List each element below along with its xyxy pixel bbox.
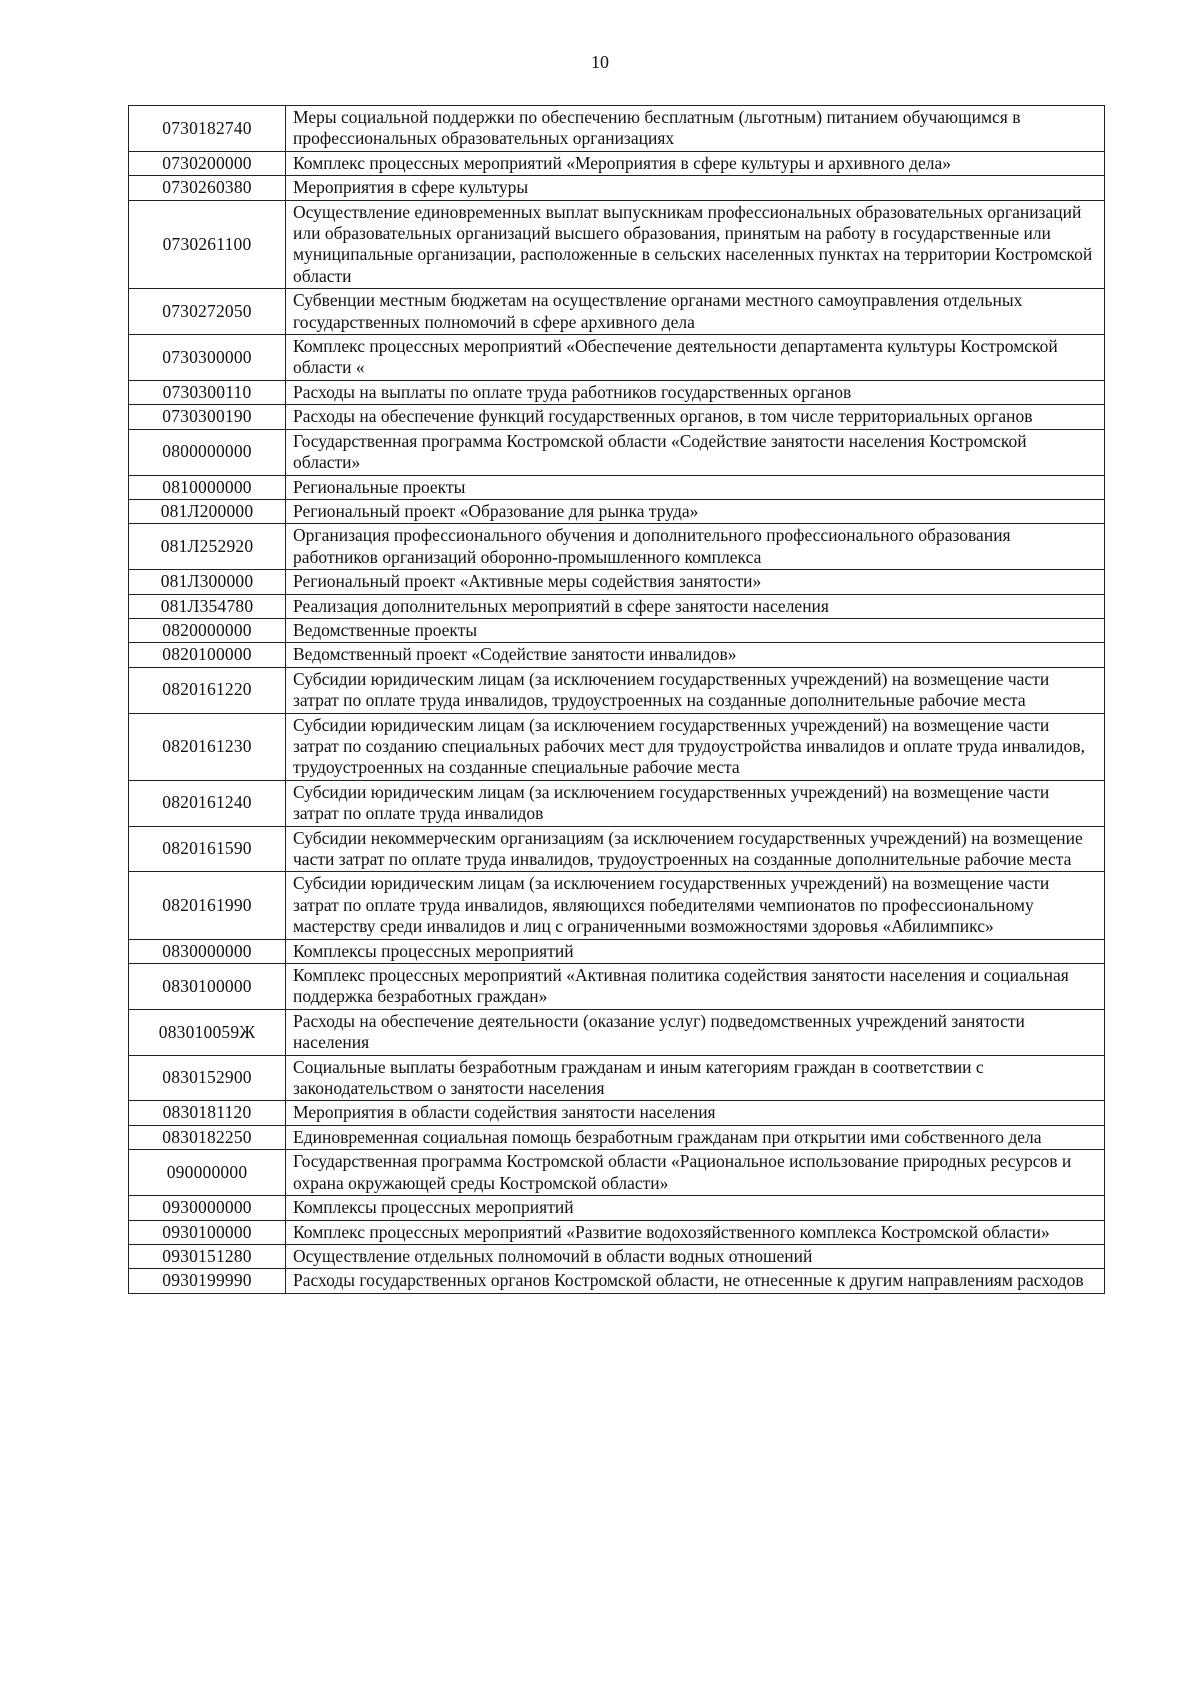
classification-code-cell: 0820100000	[129, 643, 286, 667]
expense-name-cell: Расходы государственных органов Костромской области, не отнесенные к другим направлениям расходов	[286, 1269, 1105, 1293]
classification-code-cell: 081Л200000	[129, 499, 286, 523]
expense-name-cell: Мероприятия в области содействия занятости населения	[286, 1101, 1105, 1125]
classification-code-cell: 0830000000	[129, 939, 286, 963]
table-row	[129, 106, 1105, 152]
classification-code-cell: 0730200000	[129, 151, 286, 175]
classification-code-cell: 081Л354780	[129, 594, 286, 618]
table-row	[129, 713, 1105, 780]
table-row	[129, 872, 1105, 939]
table-row	[129, 939, 1105, 963]
table-row	[129, 151, 1105, 175]
table-row	[129, 380, 1105, 404]
table-row	[129, 1269, 1105, 1293]
expense-name-cell: Социальные выплаты безработным гражданам и иным категориям граждан в соответствии с законодательством о занятости населения	[286, 1055, 1105, 1101]
expense-name-cell: Государственная программа Костромской области «Рациональное использование природных ресурсов и охрана окружающей среды Костромской области»	[286, 1150, 1105, 1196]
expense-name-cell: Комплекс процессных мероприятий «Развитие водохозяйственного комплекса Костромской области»	[286, 1220, 1105, 1244]
expense-name-cell: Организация профессионального обучения и дополнительного профессионального образования работников организаций оборонно-промышленного комплекса	[286, 524, 1105, 570]
expense-name-cell: Реализация дополнительных мероприятий в сфере занятости населения	[286, 594, 1105, 618]
expense-name-cell: Комплексы процессных мероприятий	[286, 939, 1105, 963]
expense-name-cell: Региональные проекты	[286, 475, 1105, 499]
expense-name-cell: Региональный проект «Образование для рынка труда»	[286, 499, 1105, 523]
table-row	[129, 570, 1105, 594]
expense-name-cell: Комплекс процессных мероприятий «Обеспечение деятельности департамента культуры Костромской области «	[286, 335, 1105, 381]
classification-code-cell: 0830182250	[129, 1125, 286, 1149]
classification-code-cell: 0730260380	[129, 176, 286, 200]
expense-name-cell: Расходы на обеспечение функций государственных органов, в том числе территориальных органов	[286, 405, 1105, 429]
table-row	[129, 1101, 1105, 1125]
classification-code-cell: 090000000	[129, 1150, 286, 1196]
classification-code-cell: 081Л252920	[129, 524, 286, 570]
classification-code-cell: 0730261100	[129, 200, 286, 289]
table-row	[129, 405, 1105, 429]
classification-code-cell: 0730300190	[129, 405, 286, 429]
classification-code-cell: 0820161590	[129, 826, 286, 872]
table-row	[129, 1220, 1105, 1244]
table-row	[129, 1244, 1105, 1268]
table-row	[129, 1009, 1105, 1055]
classification-code-cell: 0830152900	[129, 1055, 286, 1101]
table-row	[129, 1196, 1105, 1220]
table-row	[129, 475, 1105, 499]
expense-name-cell: Единовременная социальная помощь безработным гражданам при открытии ими собственного дела	[286, 1125, 1105, 1149]
table-row	[129, 1055, 1105, 1101]
expense-name-cell: Комплексы процессных мероприятий	[286, 1196, 1105, 1220]
classification-code-cell: 0820161240	[129, 780, 286, 826]
expense-name-cell: Субсидии юридическим лицам (за исключением государственных учреждений) на возмещение части затрат по оплате труда инвалидов, являющихся победителями чемпионатов по профессиональному мастерству среди инвалидов и лиц с ограниченными возможностями здоровья «Абилимпикс»	[286, 872, 1105, 939]
classification-code-cell: 081Л300000	[129, 570, 286, 594]
table-body	[129, 106, 1105, 1294]
expense-name-cell: Осуществление единовременных выплат выпускникам профессиональных образовательных организаций или образовательных организаций высшего образования, принятым на работу в государственные или муниципальные организации, расположенные в сельских населенных пунктах на территории Костромской области	[286, 200, 1105, 289]
table-row	[129, 200, 1105, 289]
expense-name-cell: Осуществление отдельных полномочий в области водных отношений	[286, 1244, 1105, 1268]
classification-code-cell: 0730272050	[129, 289, 286, 335]
classification-code-cell: 0820161990	[129, 872, 286, 939]
classification-code-cell: 0810000000	[129, 475, 286, 499]
expense-name-cell: Субсидии юридическим лицам (за исключением государственных учреждений) на возмещение части затрат по созданию специальных рабочих мест для трудоустройства инвалидов и оплате труда инвалидов, трудоустроенных на созданные специальные рабочие места	[286, 713, 1105, 780]
table-row	[129, 618, 1105, 642]
classification-code-cell: 0930100000	[129, 1220, 286, 1244]
expense-name-cell: Ведомственный проект «Содействие занятости инвалидов»	[286, 643, 1105, 667]
expense-name-cell: Меры социальной поддержки по обеспечению бесплатным (льготным) питанием обучающимся в профессиональных образовательных организациях	[286, 106, 1105, 152]
table-row	[129, 594, 1105, 618]
classification-code-cell: 0730300110	[129, 380, 286, 404]
expense-name-cell: Субсидии юридическим лицам (за исключением государственных учреждений) на возмещение части затрат по оплате труда инвалидов, трудоустроенных на созданные дополнительные рабочие места	[286, 667, 1105, 713]
classification-code-cell: 0820000000	[129, 618, 286, 642]
classification-code-cell: 0730182740	[129, 106, 286, 152]
expense-name-cell: Комплекс процессных мероприятий «Активная политика содействия занятости населения и социальная поддержка безработных граждан»	[286, 964, 1105, 1010]
table-row	[129, 499, 1105, 523]
classification-code-cell: 0820161230	[129, 713, 286, 780]
budget-codes-table	[128, 105, 1105, 1294]
table-row	[129, 780, 1105, 826]
classification-code-cell: 0800000000	[129, 429, 286, 475]
expense-name-cell: Субвенции местным бюджетам на осуществление органами местного самоуправления отдельных государственных полномочий в сфере архивного дела	[286, 289, 1105, 335]
table-row	[129, 429, 1105, 475]
classification-code-cell: 083010059Ж	[129, 1009, 286, 1055]
classification-code-cell: 0930000000	[129, 1196, 286, 1220]
table-row	[129, 826, 1105, 872]
table-row	[129, 524, 1105, 570]
classification-code-cell: 0930199990	[129, 1269, 286, 1293]
classification-code-cell: 0730300000	[129, 335, 286, 381]
table-row	[129, 667, 1105, 713]
classification-code-cell: 0930151280	[129, 1244, 286, 1268]
expense-name-cell: Ведомственные проекты	[286, 618, 1105, 642]
expense-name-cell: Субсидии некоммерческим организациям (за исключением государственных учреждений) на возмещение части затрат по оплате труда инвалидов, трудоустроенных на созданные дополнительные рабочие места	[286, 826, 1105, 872]
expense-name-cell: Региональный проект «Активные меры содействия занятости»	[286, 570, 1105, 594]
expense-name-cell: Субсидии юридическим лицам (за исключением государственных учреждений) на возмещение части затрат по оплате труда инвалидов	[286, 780, 1105, 826]
expense-name-cell: Комплекс процессных мероприятий «Мероприятия в сфере культуры и архивного дела»	[286, 151, 1105, 175]
expense-name-cell: Государственная программа Костромской области «Содействие занятости населения Костромской области»	[286, 429, 1105, 475]
table-row	[129, 335, 1105, 381]
table-row	[129, 1125, 1105, 1149]
page-number: 10	[591, 52, 609, 72]
expense-name-cell: Расходы на выплаты по оплате труда работников государственных органов	[286, 380, 1105, 404]
table-row	[129, 289, 1105, 335]
classification-code-cell: 0830100000	[129, 964, 286, 1010]
table-row	[129, 176, 1105, 200]
classification-code-cell: 0820161220	[129, 667, 286, 713]
table-row	[129, 1150, 1105, 1196]
expense-name-cell: Расходы на обеспечение деятельности (оказание услуг) подведомственных учреждений занятости населения	[286, 1009, 1105, 1055]
table-row	[129, 643, 1105, 667]
table-row	[129, 964, 1105, 1010]
classification-code-cell: 0830181120	[129, 1101, 286, 1125]
expense-name-cell: Мероприятия в сфере культуры	[286, 176, 1105, 200]
